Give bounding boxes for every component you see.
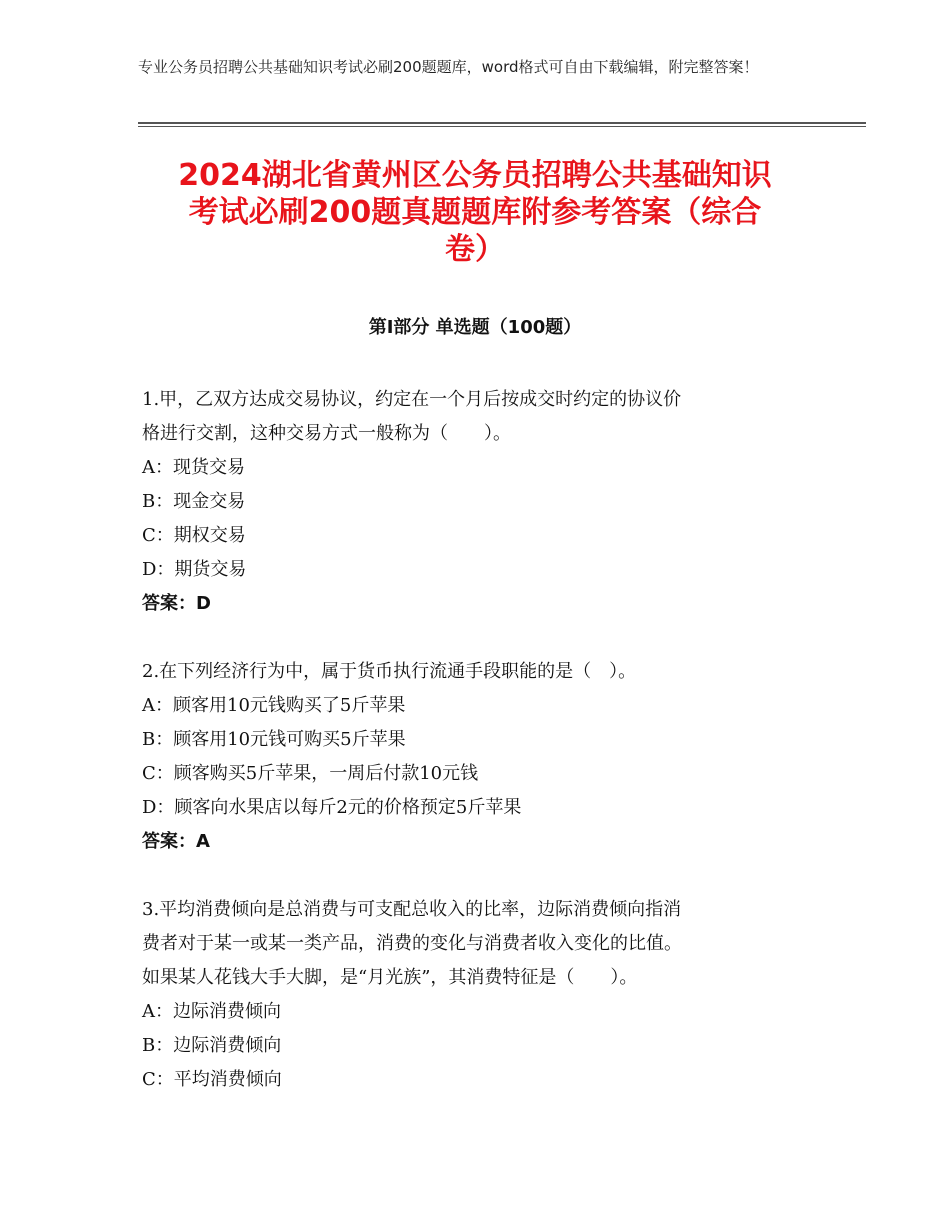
answer-label: 答案：A xyxy=(142,831,210,852)
document-title xyxy=(130,157,820,268)
option-a: A：边际消费倾向 xyxy=(142,1001,281,1022)
question-2 xyxy=(142,655,812,859)
header-rule-thick xyxy=(138,122,866,124)
option-c: C：平均消费倾向 xyxy=(142,1069,282,1090)
section-heading: 第Ⅰ部分 单选题（100题） xyxy=(368,317,582,338)
title-line-1: 2024湖北省黄州区公务员招聘公共基础知识 xyxy=(178,158,772,193)
option-c: C：期权交易 xyxy=(142,525,246,546)
option-c: C：顾客购买5斤苹果，一周后付款10元钱 xyxy=(142,763,479,784)
title-line-3: 卷） xyxy=(445,232,505,267)
option-a: A：顾客用10元钱购买了5斤苹果 xyxy=(142,695,406,716)
option-d: D：顾客向水果店以每斤2元的价格预定5斤苹果 xyxy=(142,797,522,818)
question-stem-line: 2.在下列经济行为中，属于货币执行流通手段职能的是（ ）。 xyxy=(142,661,637,682)
option-b: B：现金交易 xyxy=(142,491,246,512)
question-stem-line: 1.甲，乙双方达成交易协议，约定在一个月后按成交时约定的协议价 xyxy=(142,389,682,410)
option-b: B：边际消费倾向 xyxy=(142,1035,282,1056)
header-rule-thin xyxy=(138,126,866,127)
option-d: D：期货交易 xyxy=(142,559,247,580)
title-line-2: 考试必刷200题真题题库附参考答案（综合 xyxy=(188,195,762,230)
option-b: B：顾客用10元钱可购买5斤苹果 xyxy=(142,729,406,750)
question-3 xyxy=(142,893,812,1097)
answer-label: 答案：D xyxy=(142,593,211,614)
question-stem-line: 格进行交割，这种交易方式一般称为（ ）。 xyxy=(142,423,511,444)
question-1 xyxy=(142,383,812,621)
question-stem-line: 3.平均消费倾向是总消费与可支配总收入的比率，边际消费倾向指消 xyxy=(142,899,682,920)
option-a: A：现货交易 xyxy=(142,457,245,478)
question-stem-line: 如果某人花钱大手大脚，是“月光族”，其消费特征是（ ）。 xyxy=(142,967,638,988)
question-list xyxy=(142,383,812,1131)
question-stem-line: 费者对于某一或某一类产品，消费的变化与消费者收入变化的比值。 xyxy=(142,933,682,954)
header-note: 专业公务员招聘公共基础知识考试必刷200题题库，word格式可自由下载编辑，附完整答案！ xyxy=(138,58,759,76)
